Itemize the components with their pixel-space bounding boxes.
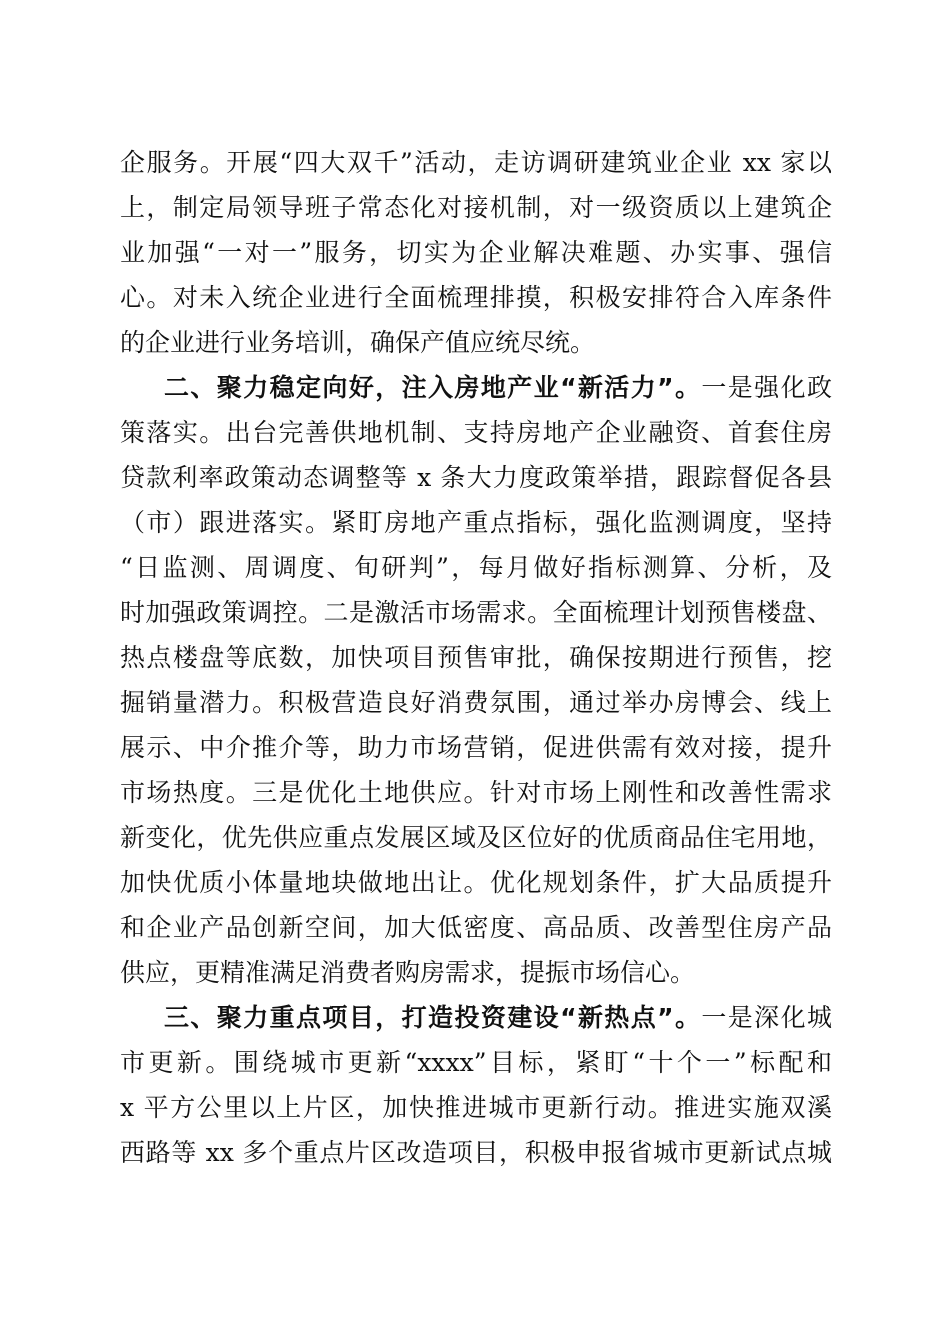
paragraph-line: 热点楼盘等底数，加快项目预售审批，确保按期进行预售，挖 (120, 643, 832, 672)
paragraph-line: 市更新。围绕城市更新“xxxx”目标，紧盯“十个一”标配和 (120, 1048, 832, 1077)
paragraph-line: 业加强“一对一”服务，切实为企业解决难题、办实事、强信 (120, 238, 832, 267)
section-intro: 一是强化政 (701, 373, 832, 402)
paragraph-line: 新变化，优先供应重点发展区域及区位好的优质商品住宅用地， (120, 823, 832, 852)
section-heading-line (164, 1003, 832, 1033)
paragraph-line: （市）跟进落实。紧盯房地产重点指标，强化监测调度，坚持 (120, 508, 832, 537)
paragraph-line: 的企业进行业务培训，确保产值应统尽统。 (120, 328, 596, 357)
section-intro: 一是深化城 (701, 1003, 832, 1032)
paragraph-line: 企服务。开展“四大双千”活动，走访调研建筑业企业 xx 家以 (120, 148, 832, 177)
paragraph-line: 西路等 xx 多个重点片区改造项目，积极申报省城市更新试点城 (120, 1138, 832, 1167)
paragraph-line: 贷款利率政策动态调整等 x 条大力度政策举措，跟踪督促各县 (120, 463, 832, 492)
paragraph-line: 市场热度。三是优化土地供应。针对市场上刚性和改善性需求 (120, 778, 832, 807)
paragraph-line: 心。对未入统企业进行全面梳理排摸，积极安排符合入库条件 (120, 283, 832, 312)
paragraph-line: 供应，更精准满足消费者购房需求，提振市场信心。 (120, 958, 696, 987)
paragraph-line: 时加强政策调控。二是激活市场需求。全面梳理计划预售楼盘、 (120, 598, 832, 627)
paragraph-line: 策落实。出台完善供地机制、支持房地产企业融资、首套住房 (120, 418, 832, 447)
paragraph-line: 上，制定局领导班子常态化对接机制，对一级资质以上建筑企 (120, 193, 832, 222)
paragraph-line: 掘销量潜力。积极营造良好消费氛围，通过举办房博会、线上 (120, 688, 832, 717)
paragraph-line: 加快优质小体量地块做地出让。优化规划条件，扩大品质提升 (120, 868, 832, 897)
section-heading-line (164, 373, 832, 403)
paragraph-line: 展示、中介推介等，助力市场营销，促进供需有效对接，提升 (120, 733, 832, 762)
paragraph-line: 和企业产品创新空间，加大低密度、高品质、改善型住房产品 (120, 913, 832, 942)
section-heading: 三、聚力重点项目，打造投资建设“新热点”。 (164, 1003, 702, 1032)
paragraph-line: x 平方公里以上片区，加快推进城市更新行动。推进实施双溪 (120, 1093, 832, 1122)
paragraph-line: “日监测、周调度、旬研判”，每月做好指标测算、分析，及 (120, 553, 832, 582)
section-heading: 二、聚力稳定向好，注入房地产业“新活力”。 (164, 373, 702, 402)
